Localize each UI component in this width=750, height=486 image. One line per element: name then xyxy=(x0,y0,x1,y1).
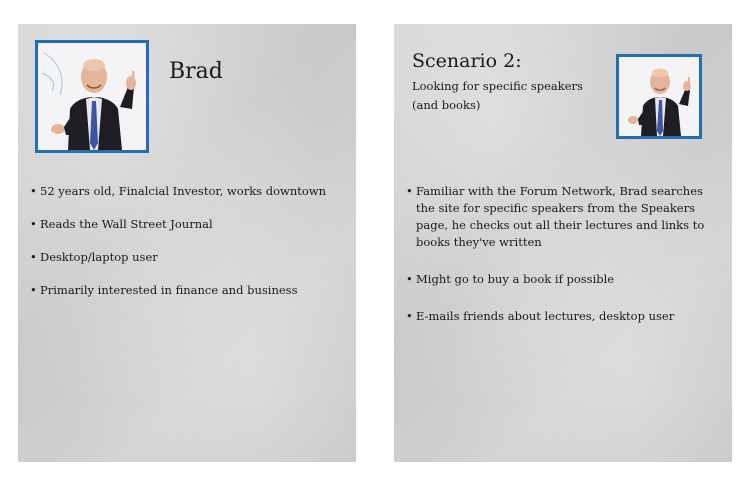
scenario-subtitle: Looking for specific speakers (and books) xyxy=(412,79,583,112)
scenario-title: Scenario 2: xyxy=(412,50,522,72)
man-portrait-icon xyxy=(619,57,699,136)
list-item: • Familiar with the Forum Network, Brad searches the site for specific speakers from the Speakers page, he checks out all their lectures and links to books they've written xyxy=(406,183,706,251)
scenario-photo xyxy=(616,54,702,139)
scenario-card xyxy=(394,24,732,462)
list-item: • Might go to buy a book if possible xyxy=(406,271,706,288)
persona-name: Brad xyxy=(169,59,223,84)
list-item: • Primarily interested in finance and business xyxy=(30,282,350,298)
list-item: • 52 years old, Finalcial Investor, works downtown xyxy=(30,183,350,199)
man-portrait-icon xyxy=(38,43,146,150)
scenario-bullet-list xyxy=(406,183,706,345)
persona-photo xyxy=(35,40,149,153)
list-item: • Desktop/laptop user xyxy=(30,249,350,265)
persona-card xyxy=(18,24,356,462)
persona-bullet-list xyxy=(30,183,350,315)
list-item: • Reads the Wall Street Journal xyxy=(30,216,350,232)
list-item: • E-mails friends about lectures, desktop user xyxy=(406,308,706,325)
